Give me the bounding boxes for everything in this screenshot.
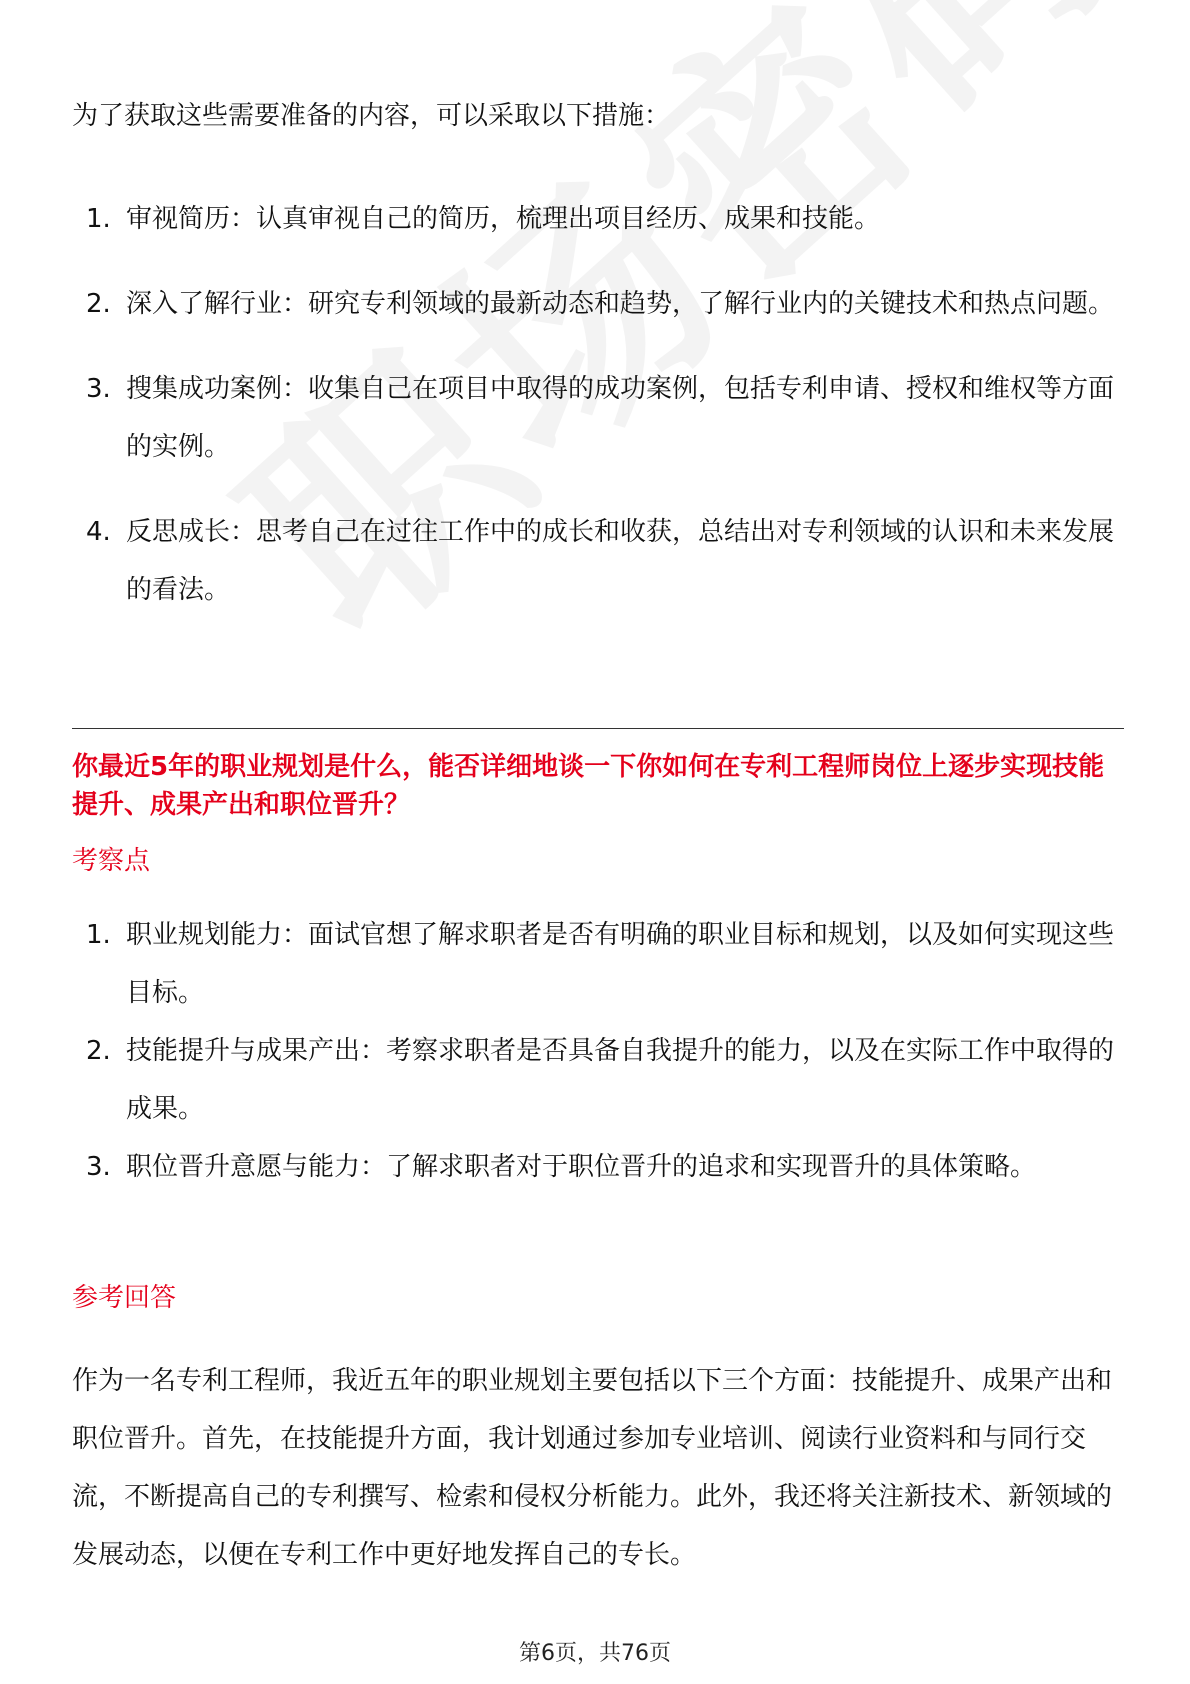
focus-points-list [72, 906, 1124, 1196]
list-number: 1. [86, 204, 111, 234]
list-item-text: 职位晋升意愿与能力：了解求职者对于职位晋升的追求和实现晋升的具体策略。 [126, 1152, 1037, 1182]
list-number: 2. [86, 1036, 111, 1066]
list-item-text: 反思成长：思考自己在过往工作中的成长和收获，总结出对专利领域的认识和未来发展的看法。 [126, 517, 1115, 605]
list-number: 1. [86, 920, 111, 950]
list-number: 3. [86, 374, 111, 404]
list-item [72, 1022, 1124, 1138]
list-item-text: 技能提升与成果产出：考察求职者是否具备自我提升的能力，以及在实际工作中取得的成果。 [126, 1036, 1115, 1124]
list-item [72, 360, 1124, 476]
intro-paragraph: 为了获取这些需要准备的内容，可以采取以下措施： [72, 101, 671, 131]
list-number: 4. [86, 517, 111, 547]
list-item [72, 1138, 1124, 1196]
list-item-text: 职业规划能力：面试官想了解求职者是否有明确的职业目标和规划，以及如何实现这些目标。 [126, 920, 1115, 1008]
list-item [72, 906, 1124, 1022]
page-number: 第6页，共76页 [519, 1641, 671, 1666]
list-item [72, 275, 1124, 333]
list-item [72, 190, 1124, 248]
answer-paragraph: 作为一名专利工程师，我近五年的职业规划主要包括以下三个方面：技能提升、成果产出和职位晋升。首先，在技能提升方面，我计划通过参加专业培训、阅读行业资料和与同行交流，不断提高自己的专利撰写、检索和侵权分析能力。此外，我还将关注新技术、新领域的发展动态，以便在专利工作中更好地发挥自己的专长。 [72, 1366, 1113, 1570]
answer-section-title: 参考回答 [72, 1283, 177, 1313]
measures-list [72, 190, 1124, 646]
list-number: 3. [86, 1152, 111, 1182]
list-item [72, 503, 1124, 619]
list-number: 2. [86, 289, 111, 319]
list-item-text: 搜集成功案例：收集自己在项目中取得的成功案例，包括专利申请、授权和维权等方面的实例。 [126, 374, 1115, 462]
question-heading: 你最近5年的职业规划是什么，能否详细地谈一下你如何在专利工程师岗位上逐步实现技能提升、成果产出和职位晋升？ [72, 752, 1105, 820]
list-item-text: 审视简历：认真审视自己的简历，梳理出项目经历、成果和技能。 [126, 204, 881, 234]
section-divider [72, 728, 1124, 729]
focus-section-title: 考察点 [72, 846, 151, 876]
list-item-text: 深入了解行业：研究专利领域的最新动态和趋势，了解行业内的关键技术和热点问题。 [126, 289, 1115, 319]
